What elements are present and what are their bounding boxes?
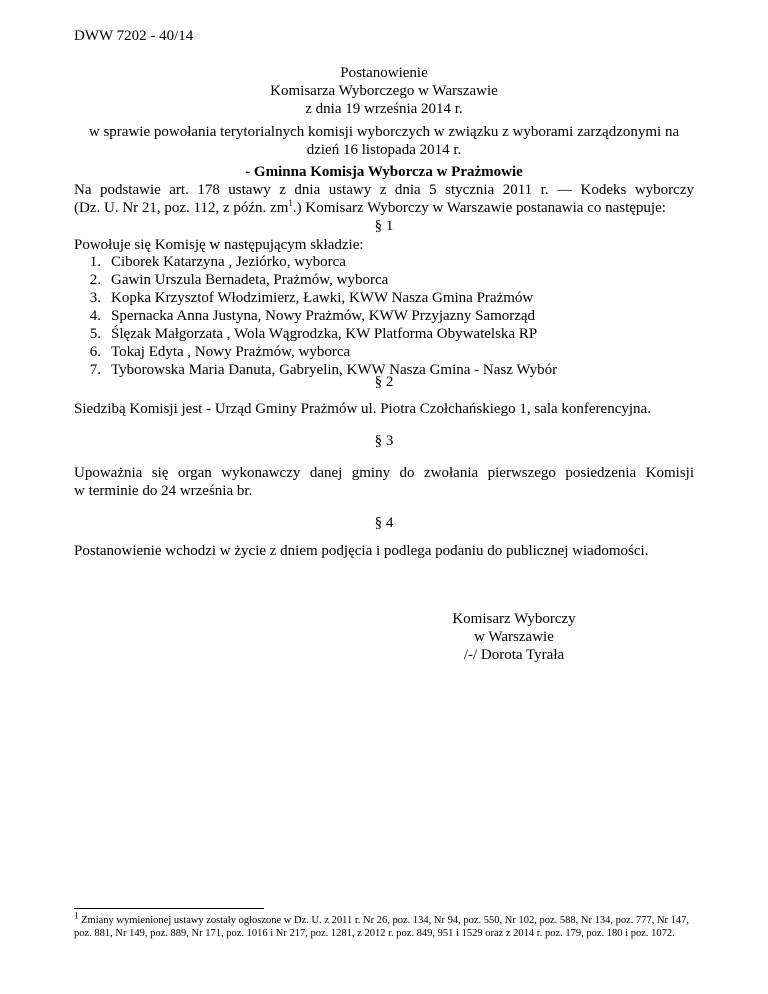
- list-item: [74, 253, 557, 271]
- document-reference: DWW 7202 - 40/14: [74, 28, 194, 44]
- preamble-text-a: (Dz. U. Nr 21, poz. 112, z późn. zm: [74, 200, 289, 216]
- member-entry: Gawin Urszula Bernadeta, Prażmów, wyborca: [111, 272, 389, 288]
- document-date: z dnia 19 września 2014 r.: [305, 101, 463, 117]
- list-item: [74, 343, 557, 361]
- member-entry: Ciborek Katarzyna , Jeziórko, wyborca: [111, 254, 346, 270]
- document-title: Postanowienie: [340, 65, 428, 81]
- footnote-text-1: Zmiany wymienionej ustawy zostały ogłoszone w Dz. U. z 2011 r. Nr 26, poz. 134, Nr 94, poz. 550, Nr 102, poz. 588, Nr 134, poz. 777, Nr 147,: [78, 915, 690, 926]
- member-entry: Tokaj Edyta , Nowy Prażmów, wyborca: [111, 344, 351, 360]
- subject-line-1: w sprawie powołania terytorialnych komisji wyborczych w związku z wyborami zarządzonymi na: [88, 124, 680, 140]
- list-number: 2.: [89, 272, 101, 288]
- list-number: 6.: [89, 344, 101, 360]
- list-item: [74, 289, 557, 307]
- list-number: 5.: [89, 326, 101, 342]
- section-2-marker: § 2: [374, 374, 394, 390]
- authorization-line-1: Upoważnia się organ wykonawczy danej gminy do zwołania pierwszego posiedzenia Komisji: [74, 465, 694, 481]
- section-3-marker: § 3: [374, 433, 394, 449]
- section-1-marker: § 1: [374, 218, 394, 234]
- footnote-line-2: poz. 881, Nr 149, poz. 889, Nr 171, poz. 1016 i Nr 217, poz. 1281, z 2012 r. poz. 849, 951 i 1529 oraz z 2014 r. poz. 179, poz. 180 i poz. 1072.: [74, 928, 675, 939]
- footnote: [74, 910, 714, 940]
- members-list: [74, 253, 557, 379]
- signature-name: /-/ Dorota Tyrała: [463, 647, 565, 663]
- member-entry: Tyborowska Maria Danuta, Gabryelin, KWW Nasza Gmina - Nasz Wybór: [111, 362, 558, 378]
- footnote-separator: [74, 908, 264, 909]
- list-number: 3.: [89, 290, 101, 306]
- member-entry: Spernacka Anna Justyna, Nowy Prażmów, KWW Przyjazny Samorząd: [111, 308, 536, 324]
- member-entry: Kopka Krzysztof Włodzimierz, Ławki, KWW Nasza Gmina Prażmów: [111, 290, 534, 306]
- commission-heading: - Gminna Komisja Wyborcza w Prażmowie: [245, 164, 523, 180]
- footnote-line-1: [74, 910, 714, 927]
- list-number: 4.: [89, 308, 101, 324]
- footnote-mark: 1: [74, 910, 79, 921]
- list-item: [74, 325, 557, 343]
- list-number: 7.: [89, 362, 101, 378]
- signature-title: Komisarz Wyborczy: [452, 611, 576, 627]
- subject-line-2: dzień 16 listopada 2014 r.: [306, 142, 462, 158]
- effective-paragraph: Postanowienie wchodzi w życie z dniem podjęcia i podlega podaniu do publicznej wiadomości.: [74, 543, 649, 559]
- authorization-line-2: w terminie do 24 września br.: [74, 483, 253, 499]
- preamble-text-b: .) Komisarz Wyborczy w Warszawie postanawia co następuje:: [292, 200, 666, 216]
- list-number: 1.: [89, 254, 101, 270]
- members-intro: Powołuje się Komisję w następującym składzie:: [74, 237, 364, 253]
- footnote-marker: 1: [288, 198, 293, 208]
- list-item: [74, 271, 557, 289]
- member-entry: Ślęzak Małgorzata , Wola Wągrodzka, KW Platforma Obywatelska RP: [111, 326, 538, 342]
- issuing-authority: Komisarza Wyborczego w Warszawie: [270, 83, 498, 99]
- signature-place: w Warszawie: [474, 629, 554, 645]
- preamble-line-2: [74, 199, 666, 217]
- list-item: [74, 307, 557, 325]
- seat-paragraph: Siedzibą Komisji jest - Urząd Gminy Prażmów ul. Piotra Czołchańskiego 1, sala konferencyjna.: [74, 401, 651, 417]
- preamble-line-1: Na podstawie art. 178 ustawy z dnia ustawy z dnia 5 stycznia 2011 r. — Kodeks wyborczy: [74, 182, 694, 198]
- section-4-marker: § 4: [374, 515, 394, 531]
